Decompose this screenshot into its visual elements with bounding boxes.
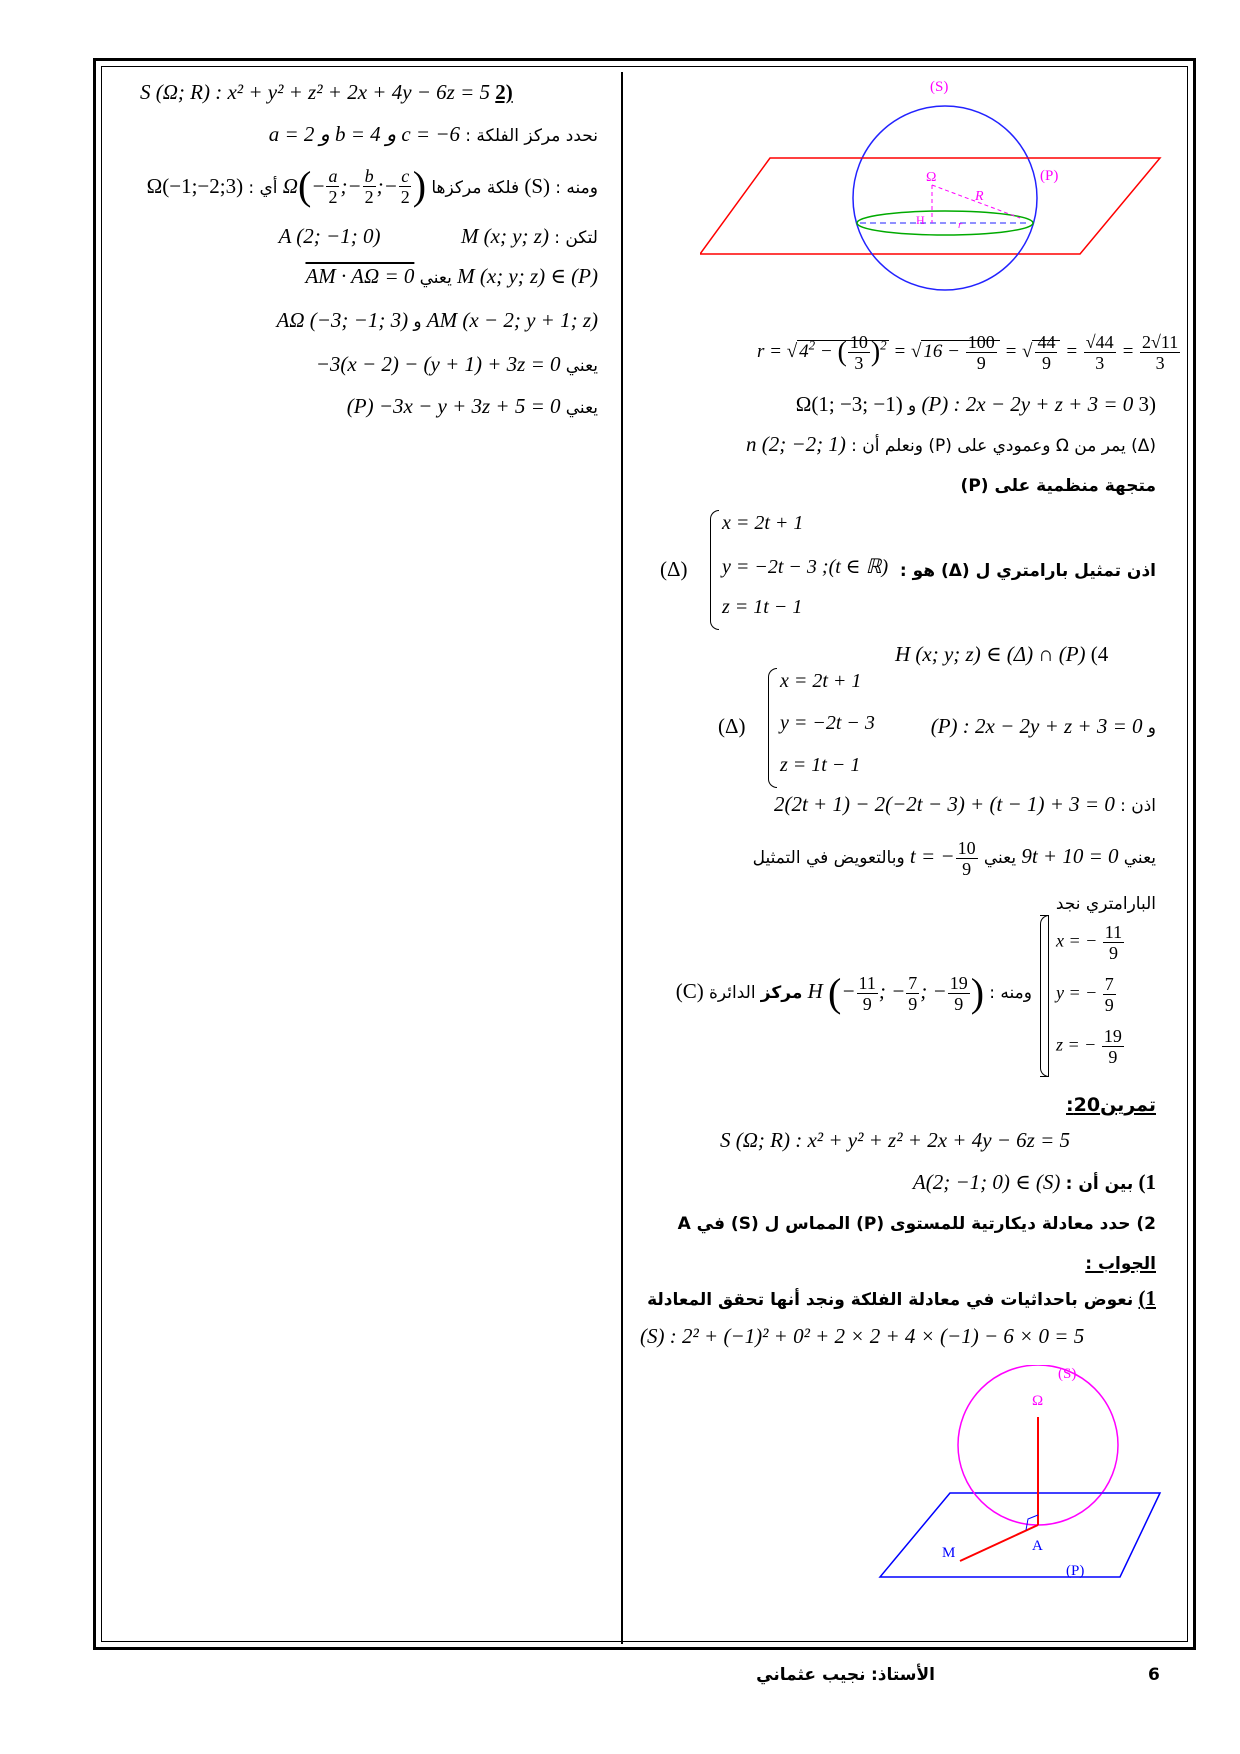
answer-title: الجواب :	[1085, 1254, 1156, 1274]
figure-tangent-plane	[870, 1365, 1170, 1595]
brace-1	[710, 510, 719, 630]
param-z: z = 1t − 1	[722, 596, 803, 618]
label-r-small: r	[958, 219, 963, 231]
sys2-plane: و (P) : 2x − 2y + z + 3 = 0	[930, 714, 1156, 738]
param-x: x = 2t + 1	[722, 512, 804, 534]
h-y: y = − $\frac{7}{9}$	[1056, 974, 1114, 1015]
h-result-line: ومنه : H (− $\frac{11}{9}$ ; − $\frac{7}{9}$ ; − $\frac{19}{9}$ ) مركز الدائرة (C)	[675, 970, 1032, 1016]
left-line-3: ومنه : (S) فلكة مركزها Ω ( − $\frac{a}{2}$ ;− $\frac{b}{2}$ ;− $\frac{c}{2}$ ) أي : Ω(−1;−2;3)	[147, 160, 598, 212]
answer-1-text: 1) نعوض باحداثيات في معادلة الفلكة ونجد أنها تحقق المعادلة	[647, 1286, 1156, 1310]
m-a-segment	[960, 1525, 1038, 1561]
left-line-4: لتكن : M (x; y; z) A (2; −1; 0)	[278, 224, 598, 248]
page-number: 6	[1148, 1665, 1160, 1685]
label-s-1: (S)	[930, 79, 949, 95]
left-line-5: M (x; y; z) ∈ (P) يعني AM · AΩ = 0	[305, 264, 598, 288]
left-line-2: نحدد مركز الفلكة : a = 2 و b = 4 و c = −6	[268, 122, 598, 146]
exercise-equation: S (Ω; R) : x² + y² + z² + 2x + 4y − 6z = 5	[720, 1128, 1071, 1152]
left-line-6: AM (x − 2; y + 1; z) و AΩ (−3; −1; 3)	[276, 308, 598, 332]
omega-formula: Ω ( − $\frac{a}{2}$ ;− $\frac{b}{2}$ ;− $\frac{c}{2}$ )	[282, 163, 427, 208]
normal-vector-line: متجهة منظمية على (P)	[960, 476, 1156, 496]
answer-1-equation: (S) : 2² + (−1)² + 0² + 2 × 2 + 4 × (−1) − 6 × 0 = 5	[640, 1324, 1085, 1348]
exercise-q2: 2) حدد معادلة ديكارتية للمستوى (P) المماس ل (S) في A	[677, 1214, 1156, 1234]
figure-sphere-plane	[700, 78, 1180, 296]
q3-line: 3) (P) : 2x − 2y + z + 3 = 0 و Ω(1; −3; −1)	[795, 392, 1156, 416]
sphere-s-1	[853, 106, 1037, 290]
delta-line: (Δ) يمر من Ω وعمودي على (P) ونعلم أن : n (2; −2; 1)	[745, 432, 1156, 456]
q4-line: H (x; y; z) ∈ (Δ) ∩ (P) (4	[895, 642, 1109, 666]
plane-p-2	[880, 1493, 1160, 1577]
param-found-line: البارامتري نجد	[1055, 894, 1156, 914]
solve-t-line: يعني 9t + 10 = 0 يعني t = − $\frac{10}{9}$ وبالتعويض في التمثيل	[752, 837, 1156, 879]
sys2-delta: (Δ)	[718, 714, 746, 738]
left-line-1: S (Ω; R) : x² + y² + z² + 2x + 4y − 6z = 5 2)	[140, 80, 513, 104]
label-a: A	[1032, 1538, 1043, 1554]
brace-2	[768, 668, 777, 788]
r-equation: r = √ $4^2$ − ( $\frac{10}{3}$ )$^2$ = √ 16 − $\frac{100}{9}$ = √ $\frac{44}{9}$ = $\frac{√44}{3}$ = $\frac{2√11}{3}$	[757, 332, 1179, 374]
left-line-8: يعني (P) −3x − y + 3z + 5 = 0	[346, 394, 598, 418]
sys2-y: y = −2t − 3	[780, 712, 875, 734]
h-x: x = − $\frac{11}{9}$	[1056, 922, 1123, 963]
label-omega-2: Ω	[1032, 1393, 1044, 1409]
param-delta: (Δ)	[660, 557, 688, 581]
sys2-x: x = 2t + 1	[780, 670, 862, 692]
exercise-title: تمرين20:	[1066, 1094, 1156, 1116]
param-text: اذن تمثيل بارامتري ل (Δ) هو :	[899, 561, 1156, 581]
label-m: M	[942, 1545, 956, 1561]
label-s-2: (S)	[1058, 1366, 1077, 1382]
exercise-q1: 1) بين أن : A(2; −1; 0) ∈ (S)	[912, 1170, 1156, 1194]
param-y: y = −2t − 3 ;(t ∈ ℝ)	[722, 556, 889, 578]
h-z: z = − $\frac{19}{9}$	[1056, 1026, 1122, 1067]
label-omega-1: Ω	[926, 170, 937, 185]
label-h-1: H	[916, 213, 925, 227]
sys2-z: z = 1t − 1	[780, 754, 861, 776]
label-r-big: R	[975, 189, 984, 204]
brace-3	[1040, 915, 1049, 1077]
idhan-line: اذن : 2(2t + 1) − 2(−2t − 3) + (t − 1) + 3 = 0	[773, 792, 1156, 816]
author: الأستاذ: نجيب عثماني	[756, 1665, 935, 1685]
label-p-2: (P)	[1066, 1563, 1085, 1579]
left-line-7: يعني −3(x − 2) − (y + 1) + 3z = 0	[315, 352, 598, 376]
column-divider	[621, 72, 623, 1644]
label-p-1: (P)	[1040, 168, 1059, 184]
